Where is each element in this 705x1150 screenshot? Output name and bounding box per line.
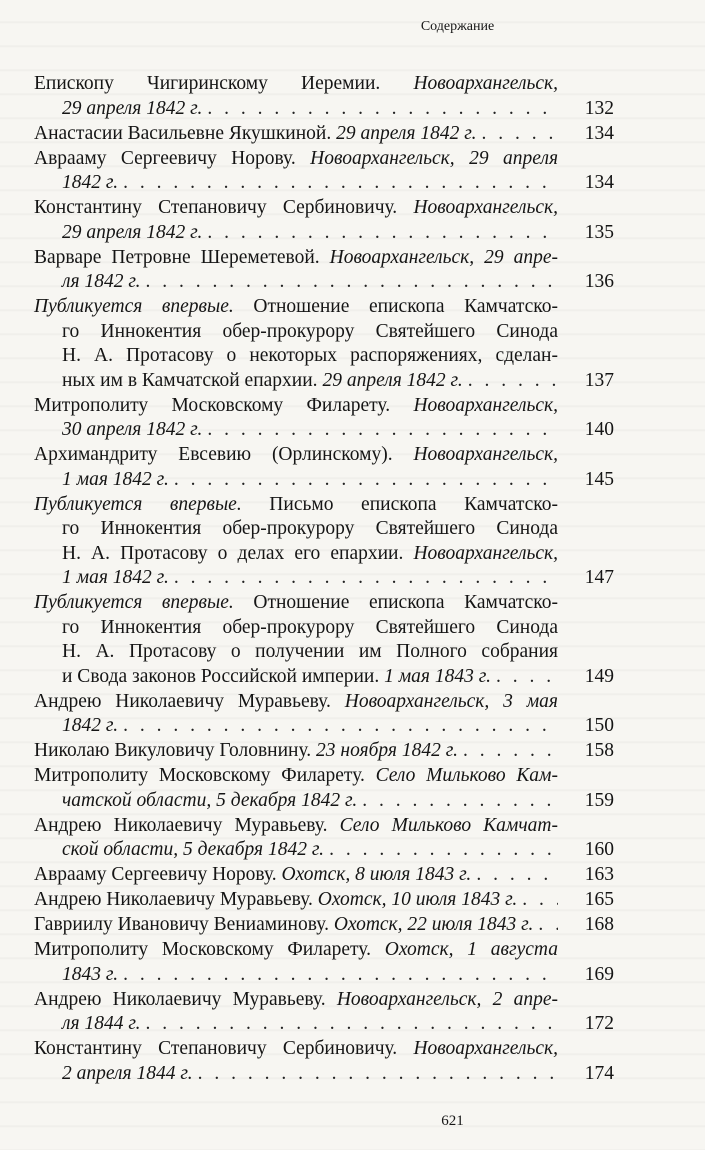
entry-last-text xyxy=(34,739,458,764)
entry-text: Н. А. Протасову о некоторых распоряжениях, сделан- xyxy=(62,345,558,366)
entry-italic-text: 29 апреля 1842 г. xyxy=(322,369,463,391)
toc-entry xyxy=(34,394,614,443)
entry-page-number: 174 xyxy=(584,1062,614,1084)
entry-italic-text: Охотск, 8 июля 1843 г. xyxy=(281,864,472,885)
leader-dots xyxy=(207,221,558,246)
entry-italic-text: Село Мильково Кам- xyxy=(375,765,558,786)
entry-text: Аврааму Сергеевичу Норову. xyxy=(34,147,311,169)
entry-text: Андрею Николаевичу Муравьеву. xyxy=(34,988,337,1010)
toc-entry xyxy=(34,988,614,1037)
entry-text: Отношение епископа Камчатско- xyxy=(233,296,558,317)
entry-page-number: 163 xyxy=(584,864,614,885)
entry-last-line xyxy=(34,863,558,888)
entry-text: го Иннокентия обер-прокурору Святейшего Синода xyxy=(62,518,558,539)
entry-last-line xyxy=(34,97,558,122)
entry-text: Митрополиту Московскому Филарету. xyxy=(34,765,376,786)
entry-last-text xyxy=(34,888,517,913)
entry-line xyxy=(34,938,558,963)
entry-italic-text: Новоархангельск, 2 апре- xyxy=(336,988,558,1010)
entry-last-text xyxy=(62,221,202,246)
leader-dots xyxy=(123,714,558,739)
entry-last-line xyxy=(34,270,558,295)
entry-page-number: 136 xyxy=(584,271,614,292)
entry-last-line xyxy=(34,963,558,988)
leader-dots xyxy=(198,1062,558,1087)
entry-last-line xyxy=(34,888,558,913)
entry-line xyxy=(34,988,558,1013)
toc-entry xyxy=(34,246,614,295)
entry-italic-text: 29 апреля 1842 г. xyxy=(62,97,203,119)
entry-italic-text: 1843 г. xyxy=(62,963,119,985)
entry-text: Андрею Николаевичу Муравьеву. xyxy=(34,814,340,836)
leader-dots xyxy=(123,963,558,988)
leader-dots xyxy=(174,566,558,591)
entry-page-number: 172 xyxy=(584,1013,614,1034)
entry-page-number: 132 xyxy=(584,97,614,119)
entry-last-line xyxy=(34,566,558,591)
entry-text: Аврааму Сергеевичу Норову. xyxy=(34,864,282,885)
entry-page-number: 160 xyxy=(584,839,614,860)
toc-entry xyxy=(34,72,614,121)
entry-page-number: 168 xyxy=(584,914,614,935)
leader-dots xyxy=(207,97,558,122)
entry-page-number: 140 xyxy=(584,419,614,440)
entry-last-line xyxy=(34,913,558,938)
entry-last-line xyxy=(34,665,558,690)
entry-italic-text: Охотск, 22 июля 1843 г. xyxy=(333,914,534,935)
entry-text: Варваре Петровне Шереметевой. xyxy=(34,246,330,268)
entry-page-number: 147 xyxy=(584,567,614,588)
entry-page-number: 150 xyxy=(584,715,614,736)
entry-italic-text: Новоархангельск, xyxy=(413,73,558,94)
entry-text: и Свода законов Российской империи. xyxy=(62,665,385,687)
entry-text: Н. А. Протасову о делах его епархии. xyxy=(62,542,414,564)
leader-dots xyxy=(146,1012,558,1037)
entry-last-text xyxy=(62,789,357,814)
entry-line xyxy=(34,517,558,542)
entry-last-line xyxy=(34,369,558,394)
entry-line xyxy=(34,542,558,567)
leader-dots xyxy=(496,665,558,690)
entry-italic-text: Публикуется впервые. xyxy=(34,296,234,317)
entry-italic-text: Село Мильково Камчат- xyxy=(339,814,559,836)
leader-dots xyxy=(468,369,558,394)
entry-last-text xyxy=(62,566,169,591)
toc-entry xyxy=(34,938,614,987)
entry-text: Отношение епископа Камчатско- xyxy=(233,592,558,613)
entry-text: Н. А. Протасову о получении им Полного собрания xyxy=(62,641,558,662)
entry-last-line xyxy=(34,221,558,246)
entry-italic-text: 23 ноября 1842 г. xyxy=(316,740,458,761)
entry-line xyxy=(34,690,558,715)
toc-entry xyxy=(34,690,614,739)
leader-dots xyxy=(146,270,558,295)
entry-italic-text: 1 мая 1843 г. xyxy=(384,665,491,687)
entry-italic-text: 30 апреля 1842 г. xyxy=(62,419,203,440)
toc-entry xyxy=(34,863,614,888)
entry-italic-text: Охотск, 1 августа xyxy=(384,939,558,960)
entry-text: Митрополиту Московскому Филарету. xyxy=(34,394,414,416)
entry-page-number: 158 xyxy=(584,740,614,761)
entry-page-number: 169 xyxy=(584,963,614,985)
toc-entry xyxy=(34,122,614,147)
entry-page-number: 134 xyxy=(584,172,614,193)
entry-italic-text: Новоархангельск, xyxy=(413,394,558,416)
entry-italic-text: Новоархангельск, 29 апре- xyxy=(329,246,558,268)
leader-dots xyxy=(329,838,558,863)
entry-last-text xyxy=(62,468,169,493)
entry-italic-text: 2 апреля 1844 г. xyxy=(62,1062,193,1084)
entry-text: го Иннокентия обер-прокурору Святейшего Синода xyxy=(62,320,558,342)
toc-entry xyxy=(34,591,614,689)
entry-last-text xyxy=(62,97,202,122)
leader-dots xyxy=(174,468,558,493)
entry-last-text xyxy=(62,270,141,295)
entry-line xyxy=(34,320,558,345)
entry-line xyxy=(34,591,558,616)
leader-dots xyxy=(522,888,558,913)
entry-last-text xyxy=(62,418,202,443)
entry-text: Письмо епископа Камчатско- xyxy=(241,493,558,515)
toc-entry xyxy=(34,764,614,813)
toc-entry xyxy=(34,196,614,245)
entry-text: Митрополиту Московскому Филарету. xyxy=(34,939,385,960)
entry-italic-text: 1 мая 1842 г. xyxy=(62,567,169,588)
entry-page-number: 165 xyxy=(584,889,614,910)
entry-last-text xyxy=(62,369,463,394)
entry-italic-text: 29 апреля 1842 г. xyxy=(336,122,477,144)
entry-text: Константину Степановичу Сербиновичу. xyxy=(34,1038,414,1059)
entry-line xyxy=(34,72,558,97)
entry-line xyxy=(34,764,558,789)
entry-last-text xyxy=(62,1062,193,1087)
entry-text: Анастасии Васильевне Якушкиной. xyxy=(34,122,337,144)
entry-last-text xyxy=(34,863,471,888)
entry-last-line xyxy=(34,739,558,764)
entry-italic-text: 29 апреля 1842 г. xyxy=(62,221,203,243)
table-of-contents xyxy=(34,72,614,1087)
entry-italic-text: Публикуется впервые. xyxy=(34,592,234,613)
entry-last-text xyxy=(62,665,491,690)
leader-dots xyxy=(476,863,558,888)
running-header: Содержание xyxy=(420,19,495,34)
entry-italic-text: чатской области, 5 декабря 1842 г. xyxy=(62,789,358,811)
entry-line xyxy=(34,443,558,468)
entry-last-text xyxy=(34,122,476,147)
entry-last-text xyxy=(62,171,118,196)
toc-entry xyxy=(34,443,614,492)
entry-italic-text: Новоархангельск, 29 апреля xyxy=(310,147,559,169)
toc-entry xyxy=(34,814,614,863)
entry-last-line xyxy=(34,1062,558,1087)
entry-line xyxy=(34,147,558,172)
entry-line xyxy=(34,640,558,665)
entry-line xyxy=(34,196,558,221)
entry-line xyxy=(34,344,558,369)
entry-italic-text: ля 1842 г. xyxy=(62,271,141,292)
entry-italic-text: Охотск, 10 июля 1843 г. xyxy=(317,889,518,910)
toc-entry xyxy=(34,739,614,764)
leader-dots xyxy=(463,739,558,764)
entry-last-text xyxy=(62,714,118,739)
entry-text: Константину Степановичу Сербиновичу. xyxy=(34,197,414,218)
entry-page-number: 135 xyxy=(584,221,614,243)
entry-last-line xyxy=(34,418,558,443)
entry-last-line xyxy=(34,789,558,814)
entry-last-text xyxy=(34,913,533,938)
entry-italic-text: Публикуется впервые. xyxy=(34,493,242,515)
entry-page-number: 134 xyxy=(584,122,614,144)
toc-entry xyxy=(34,493,614,591)
entry-text: Андрею Николаевичу Муравьеву. xyxy=(34,889,318,910)
leader-dots xyxy=(207,418,558,443)
page-number: 621 xyxy=(441,1113,464,1129)
entry-italic-text: Новоархангельск, xyxy=(413,197,558,218)
leader-dots xyxy=(362,789,558,814)
leader-dots xyxy=(538,913,558,938)
entry-italic-text: ской области, 5 декабря 1842 г. xyxy=(62,839,325,860)
entry-italic-text: 1842 г. xyxy=(62,172,119,193)
entry-text: Андрею Николаевичу Муравьеву. xyxy=(34,690,345,712)
entry-last-text xyxy=(62,963,118,988)
toc-entry xyxy=(34,888,614,913)
toc-entry xyxy=(34,295,614,393)
toc-entry xyxy=(34,147,614,196)
entry-italic-text: 1842 г. xyxy=(62,715,119,736)
entry-last-text xyxy=(62,1012,141,1037)
entry-line xyxy=(34,295,558,320)
entry-last-text xyxy=(62,838,324,863)
entry-text: Николаю Викуловичу Головнину. xyxy=(34,740,317,761)
entry-last-line xyxy=(34,1012,558,1037)
entry-italic-text: Новоархангельск, xyxy=(413,542,558,564)
leader-dots xyxy=(123,171,558,196)
entry-italic-text: 1 мая 1842 г. xyxy=(62,468,169,490)
entry-last-line xyxy=(34,122,558,147)
entry-last-line xyxy=(34,468,558,493)
entry-italic-text: Новоархангельск, xyxy=(413,444,558,465)
entry-line xyxy=(34,246,558,271)
entry-italic-text: ля 1844 г. xyxy=(62,1013,141,1034)
entry-text: Епископу Чигиринскому Иеремии. xyxy=(34,73,414,94)
entry-line xyxy=(34,1037,558,1062)
entry-line xyxy=(34,814,558,839)
entry-italic-text: Новоархангельск, xyxy=(413,1038,558,1059)
entry-page-number: 145 xyxy=(584,468,614,490)
entry-page-number: 149 xyxy=(584,665,614,687)
entry-line xyxy=(34,493,558,518)
entry-text: ных им в Камчатской епархии. xyxy=(62,369,323,391)
entry-text: го Иннокентия обер-прокурору Святейшего Синода xyxy=(62,616,558,638)
entry-last-line xyxy=(34,714,558,739)
entry-text: Архимандриту Евсевию (Орлинскому). xyxy=(34,444,414,465)
entry-last-line xyxy=(34,838,558,863)
toc-entry xyxy=(34,1037,614,1086)
entry-text: Гавриилу Ивановичу Вениаминову. xyxy=(34,914,334,935)
entry-page-number: 159 xyxy=(584,789,614,811)
entry-italic-text: Новоархангельск, 3 мая xyxy=(344,690,559,712)
leader-dots xyxy=(481,122,558,147)
entry-line xyxy=(34,616,558,641)
toc-entry xyxy=(34,913,614,938)
entry-page-number: 137 xyxy=(584,369,614,391)
entry-last-line xyxy=(34,171,558,196)
entry-line xyxy=(34,394,558,419)
